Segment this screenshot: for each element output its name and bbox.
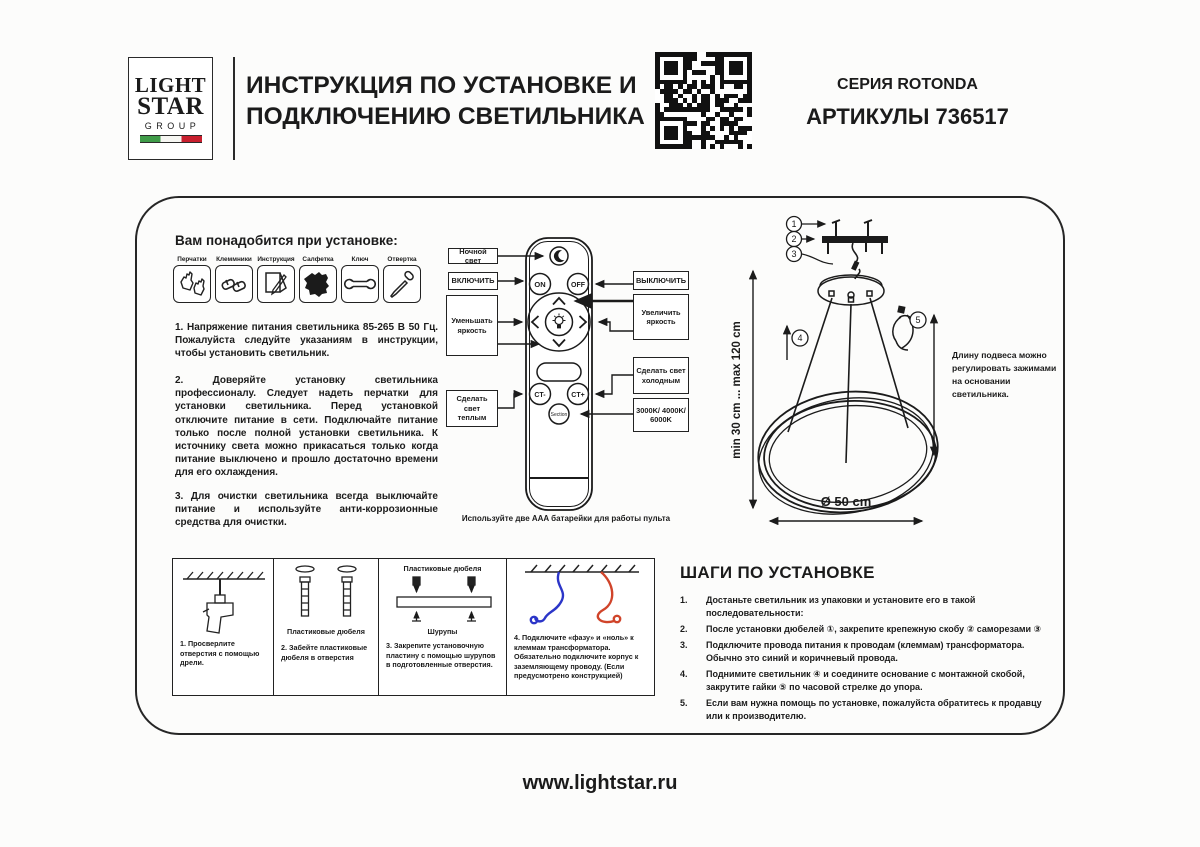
install-step-2: 2. После установки дюбелей ①, закрепите крепежную скобу ② саморезами ③ — [680, 624, 1042, 634]
mount-panel-1 — [173, 559, 274, 695]
tool-manual: Инструкция — [257, 256, 295, 303]
wrench-icon — [344, 268, 376, 300]
install-steps-list — [680, 594, 1058, 723]
series-block — [775, 76, 1040, 130]
install-step-4: 4. Поднимите светильник ④ и соедините основание с монтажной скобой, закрутите гайки ⑤ по часовой стрелке до упора. — [680, 669, 1025, 692]
suspension-cables — [788, 298, 908, 463]
install-steps-heading: ШАГИ ПО УСТАНОВКЕ — [680, 563, 875, 582]
logo-group: GROUP — [144, 120, 201, 131]
page-title-line2: ПОДКЛЮЧЕНИЮ СВЕТИЛЬНИКА — [246, 103, 645, 130]
mount-panel-3 — [379, 559, 507, 695]
mounting-panels — [172, 558, 655, 696]
svg-text:3: 3 — [791, 249, 797, 259]
mounting-plate-icon — [379, 575, 509, 625]
article-number: АРТИКУЛЫ 736517 — [806, 104, 1009, 129]
red-wire — [598, 572, 620, 622]
napkin-icon — [302, 268, 334, 300]
footer-url: www.lightstar.ru — [522, 772, 678, 794]
diameter-label: Ø 50 cm — [820, 494, 872, 509]
install-step-5: 5. Если вам нужна помощь по установке, пожалуйста обратитесь к продавцу или к производителю. — [680, 698, 1042, 721]
callout-cold-light: Сделать свет холодным — [633, 357, 689, 394]
install-step-3: 3. Подключите провода питания к проводам (клеммам) трансформатора. Обычно это синий и коричневый провода. — [680, 640, 1025, 663]
mount-caption-2: 2. Забейте пластиковые дюбеля в отверстия — [281, 643, 368, 662]
install-steps — [680, 563, 1058, 723]
ct-plus-label: CT+ — [571, 391, 585, 399]
svg-text:5: 5 — [915, 315, 921, 325]
qr-code — [655, 52, 752, 149]
dowels-icon — [274, 559, 379, 625]
svg-text:4: 4 — [797, 333, 803, 343]
logo-light: LIGHT — [134, 72, 207, 97]
callout-increase-brightness: Увеличить яркость — [633, 294, 689, 340]
page-title — [246, 70, 646, 132]
mount-caption-1: 1. Просверлите отверстия с помощью дрели. — [180, 639, 260, 668]
battery-note: Используйте две AAA батарейки для работы пульта — [461, 514, 671, 523]
hand-adjusting — [893, 305, 926, 350]
suspension-note: Длину подвеса можно регулировать зажимами на основании светильника. — [952, 350, 1057, 399]
wires-icon — [507, 559, 654, 631]
off-button-label: OFF — [571, 282, 585, 289]
screwdriver-icon — [386, 268, 418, 300]
callout-turn-on: ВКЛЮЧИТЬ — [448, 272, 498, 290]
gloves-icon — [176, 268, 208, 300]
tool-wrench: Ключ — [341, 256, 379, 303]
tool-screwdriver: Отвертка — [383, 256, 421, 303]
lightstar-logo — [128, 57, 213, 160]
dowels-top-label: Пластиковые дюбеля — [403, 564, 482, 573]
mount-caption-3: 3. Закрепите установочную пластину с помощью шурупов в подготовленные отверстия. — [386, 641, 496, 670]
safety-paragraph-2: 2. Доверяйте установку светильника профессионалу. Следует надеть перчатки для установки светильника. Перед установкой отключите питание в сети. Подключайте питание только после полной установки светильника. К источнику света можно прикасаться только когда питание выключено и прошло достаточно времени для его охлаждения. — [175, 375, 438, 479]
terminals-icon — [218, 268, 250, 300]
install-step-1: 1. Достаньте светильник из упаковки и установите его в такой последовательности: — [680, 595, 976, 618]
ct-minus-label: CT- — [534, 391, 546, 399]
height-dimension-label: min 30 cm ... max 120 cm — [731, 321, 743, 459]
screws-label: Шурупы — [427, 627, 458, 636]
svg-text:1: 1 — [791, 219, 797, 229]
tool-terminals: Клеммники — [215, 256, 253, 303]
mount-caption-4: 4. Подключите «фазу» и «ноль» к клеммам трансформатора. Обязательно подключите корпус к заземляющему проводу. (Если предусмотрено конструкцией) — [514, 633, 639, 681]
canopy — [818, 275, 884, 305]
tool-gloves: Перчатки — [173, 256, 211, 303]
drill-icon — [173, 559, 274, 635]
lamp-callout-4 — [787, 326, 808, 360]
height-dimension — [731, 271, 753, 508]
section-button-label: Section — [550, 412, 568, 418]
tool-napkin: Салфетка — [299, 256, 337, 303]
manual-icon — [260, 268, 292, 300]
italian-flag-stripe — [140, 135, 202, 143]
header-divider — [233, 57, 235, 160]
mount-panel-2 — [274, 559, 379, 695]
safety-paragraph-3: 3. Для очистки светильника всегда выключайте питание и используйте анти-коррозионные средства для очистки. — [175, 491, 438, 529]
safety-paragraph-1: 1. Напряжение питания светильника 85-265 В 50 Гц. Пожалуйста следуйте указаниям в инструкции, чтобы установить светильник. — [175, 322, 438, 360]
callout-kelvin-values: 3000K/ 4000K/ 6000K — [633, 398, 689, 432]
callout-decrease-brightness: Уменьшать яркость — [446, 295, 498, 356]
callout-night-light: Ночной свет — [448, 248, 498, 264]
tools-row — [173, 256, 425, 303]
on-button-label: ON — [534, 280, 546, 289]
callout-warm-light: Сделать свет теплым — [446, 390, 498, 427]
callout-turn-off: ВЫКЛЮЧИТЬ — [633, 271, 689, 290]
mounting-bracket — [822, 220, 888, 279]
logo-star: STAR — [137, 92, 204, 120]
mount-panel-4 — [507, 559, 654, 695]
requirements-heading: Вам понадобится при установке: — [175, 233, 398, 248]
series-label: СЕРИЯ ROTONDA — [837, 76, 978, 93]
page-title-line1: ИНСТРУКЦИЯ ПО УСТАНОВКЕ И — [246, 72, 637, 99]
blue-wire — [531, 572, 563, 623]
dowels-label: Пластиковые дюбеля — [287, 627, 365, 636]
svg-text:2: 2 — [791, 234, 797, 244]
